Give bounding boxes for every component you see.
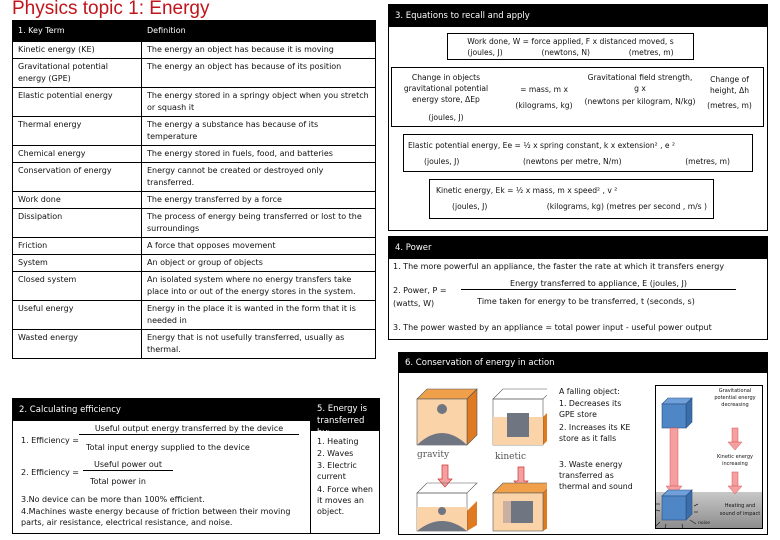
term: Wasted energy [13, 330, 142, 359]
elastic-line: Elastic potential energy, Ee = ½ x spring constant, k x extension² , e ² [408, 141, 676, 150]
gpe-decreasing-label: Gravitational potential energy decreasing [714, 388, 756, 408]
efficiency-note-3: 3.No device can be more than 100% efficient. [21, 495, 205, 504]
gpe-term-c: Gravitational field strength, g x [587, 73, 693, 93]
cube-top-icon [662, 398, 692, 428]
efficiency-eq2-denominator: Total power in [90, 477, 146, 486]
gpe-equation [391, 67, 764, 127]
elastic-unit-2: (newtons per metre, N/m) [522, 157, 622, 166]
work-done-equation [447, 33, 694, 60]
term: Work done [13, 192, 142, 209]
conservation-panel [398, 352, 768, 535]
table-row [13, 272, 376, 301]
energy-transfer-header: 5. Energy is transferred by: [311, 399, 379, 431]
falling-item: 2. Increases its KE store as it falls [559, 423, 631, 443]
kinetic-box-after [493, 483, 547, 531]
power-eq-numerator: Energy transferred to appliance, E (joules, J) [461, 278, 736, 290]
elastic-unit-1: (joules, J) [424, 157, 460, 166]
equations-panel [388, 4, 768, 231]
efficiency-eq2-numerator: Useful power out [83, 459, 173, 471]
kinetic-label: kinetic [495, 452, 526, 462]
conservation-header: 6. Conservation of energy in action [399, 353, 767, 373]
definition: The energy an object has because it is moving [142, 42, 376, 59]
table-row [13, 209, 376, 238]
efficiency-header: 2. Calculating efficiency [13, 399, 311, 421]
term: Useful energy [13, 301, 142, 330]
kinetic-line: Kinetic energy, Ek = ½ x mass, m x speed² , v ² [436, 186, 618, 195]
gpe-term-d-unit: (metres, m) [707, 101, 752, 110]
efficiency-eq1-numerator: Useful output energy transferred by the device [79, 423, 299, 435]
noise-label: noise [698, 521, 710, 526]
work-unit-2: (newtons, N) [541, 48, 591, 57]
transfer-item: 1. Heating [317, 437, 359, 446]
power-header: 4. Power [389, 237, 767, 259]
table-row [13, 255, 376, 272]
heat-sound-label: Heating and sound of impact [719, 503, 761, 517]
term: Friction [13, 238, 142, 255]
falling-item: 3. Waste energy transferred as thermal and sound [559, 460, 633, 491]
header-definition: Definition [142, 21, 376, 42]
definition: Energy cannot be created or destroyed only transferred. [142, 163, 376, 192]
table-row [13, 117, 376, 146]
gpe-term-d: Change of height, Δh [709, 75, 750, 95]
table-row [13, 330, 376, 359]
header-term: 1. Key Term [13, 21, 142, 42]
kinetic-unit-2: (kilograms, kg) (metres per second , m/s ) [546, 202, 707, 211]
term: Closed system [13, 272, 142, 301]
kinetic-box-before [493, 389, 547, 445]
long-down-arrow-icon [666, 428, 682, 496]
gpe-term-b-unit: (kilograms, kg) [515, 101, 573, 110]
energy-boxes-diagram [407, 377, 547, 532]
kinetic-unit-1: (joules, J) [452, 202, 488, 211]
equations-header: 3. Equations to recall and apply [389, 5, 767, 27]
table-row [13, 301, 376, 330]
key-terms-table [12, 20, 376, 359]
term: Thermal energy [13, 117, 142, 146]
table-row [13, 88, 376, 117]
definition: An isolated system where no energy transfers take place into or out of the energy stores in the system. [142, 272, 376, 301]
gravity-box-after [417, 483, 477, 531]
transfer-item: 2. Waves [317, 449, 354, 458]
work-done-line: Work done, W = force applied, F x distanced moved, s [467, 37, 674, 46]
definition: The energy a substance has because of its temperature [142, 117, 376, 146]
gpe-term-a-unit: (joules, J) [428, 113, 464, 122]
definition: Energy that is not usefully transferred, usually as thermal. [142, 330, 376, 359]
table-row [13, 163, 376, 192]
definition: Energy in the place it is wanted in the form that it is needed in [142, 301, 376, 330]
term: Kinetic energy (KE) [13, 42, 142, 59]
gpe-term-a: Change in objects gravitational potential energy store, ΔEp [403, 73, 489, 104]
definition: The energy stored in a springy object when you stretch or squash it [142, 88, 376, 117]
definition: The energy stored in fuels, food, and batteries [142, 146, 376, 163]
table-row [13, 146, 376, 163]
term: Elastic potential energy [13, 88, 142, 117]
gravity-box-before [417, 389, 477, 445]
gravity-label: gravity [417, 450, 450, 460]
transfer-item: 4. Force when it moves an object. [317, 485, 373, 516]
term: Dissipation [13, 209, 142, 238]
power-line-3: 3. The power wasted by an appliance = total power input - useful power output [393, 323, 712, 332]
power-line-1: 1. The more powerful an appliance, the faster the rate at which it transfers energy [393, 262, 725, 271]
term: Gravitational potential energy (GPE) [13, 59, 142, 88]
table-row [13, 59, 376, 88]
efficiency-eq1-denominator: Total input energy supplied to the device [86, 443, 250, 452]
definition: The energy an object has because of its position [142, 59, 376, 88]
energy-transfer-panel [310, 398, 380, 534]
term: Conservation of energy [13, 163, 142, 192]
page-title: Physics topic 1: Energy [12, 0, 210, 19]
elastic-unit-3: (metres, m) [685, 157, 730, 166]
table-row [13, 192, 376, 209]
transfer-item: 3. Electric current [317, 461, 357, 481]
gpe-term-c-unit: (newtons per kilogram, N/kg) [584, 97, 696, 106]
falling-item: 1. Decreases its GPE store [559, 399, 622, 419]
definition: The energy transferred by a force [142, 192, 376, 209]
work-unit-3: (metres, m) [628, 48, 674, 57]
power-eq-unit: (watts, W) [393, 299, 435, 308]
falling-object-intro: A falling object: [559, 387, 620, 396]
cube-bottom-icon [662, 490, 692, 520]
power-eq-denominator: Time taken for energy to be transferred, t (seconds, s) [477, 297, 695, 306]
elastic-equation [403, 134, 753, 172]
power-eq-label: 2. Power, P = [393, 286, 447, 295]
falling-cube-diagram [655, 385, 763, 529]
efficiency-eq2-label: 2. Efficiency = [21, 468, 79, 477]
ke-increasing-label: Kinetic energy increasing [716, 454, 754, 467]
key-terms-header [13, 21, 376, 42]
efficiency-eq1-label: 1. Efficiency = [21, 436, 79, 445]
power-panel [388, 236, 768, 340]
efficiency-note-4: 4.Machines waste energy because of friction between their moving parts, air resistance, electrical resistance, and noise. [21, 507, 291, 527]
term: Chemical energy [13, 146, 142, 163]
kinetic-equation [429, 179, 714, 219]
table-row [13, 42, 376, 59]
work-unit-1: (joules, J) [467, 48, 503, 57]
definition: The process of energy being transferred or lost to the surroundings [142, 209, 376, 238]
definition: An object or group of objects [142, 255, 376, 272]
definition: A force that opposes movement [142, 238, 376, 255]
gpe-term-b: = mass, m x [520, 85, 568, 94]
efficiency-panel [12, 398, 312, 534]
term: System [13, 255, 142, 272]
table-row [13, 238, 376, 255]
